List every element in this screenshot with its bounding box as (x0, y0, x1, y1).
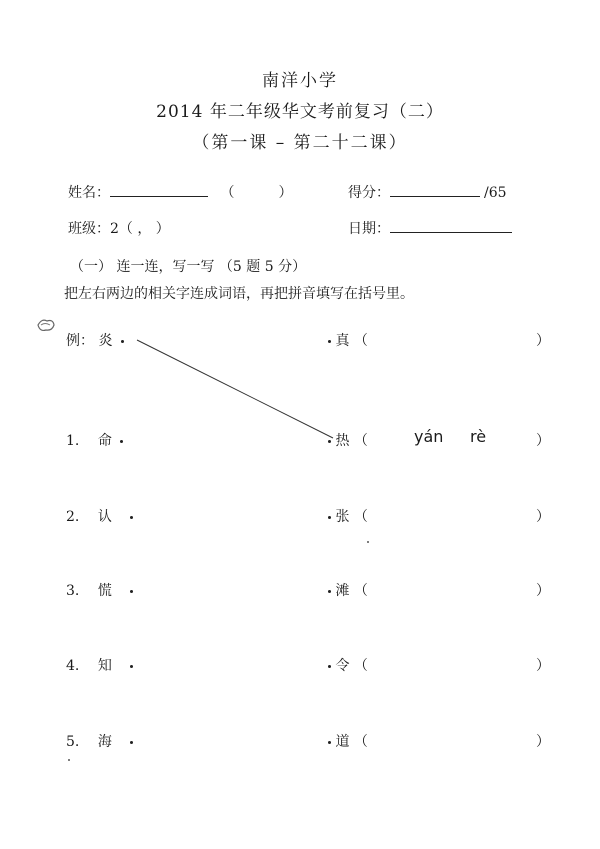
section-instruction: 把左右两边的相关字连成词语，再把拼音填写在括号里。 (64, 286, 414, 302)
paren-open: （ (353, 658, 368, 674)
paren-open: （ (353, 433, 368, 449)
row-number: 2. (66, 509, 80, 525)
paren-open: （ (353, 583, 368, 599)
section-heading: （一） 连一连，写一写 （5 题 5 分） (70, 259, 307, 275)
paren-open: （ (353, 333, 368, 349)
pinyin-answer-2: rè (470, 427, 487, 446)
right-char: 张 (335, 509, 350, 525)
scan-speck (367, 541, 369, 543)
example-connector-line (137, 340, 333, 438)
paren-close: ） (536, 509, 550, 525)
right-char: 真 (335, 333, 350, 349)
pinyin-answer-1: yán (414, 427, 444, 446)
date-label: 日期： (348, 221, 390, 237)
paren-close: ） (536, 583, 550, 599)
right-char: 热 (335, 433, 350, 449)
paren-open: （ (353, 509, 368, 525)
paren-close: ） (536, 333, 550, 349)
left-char: 命 (97, 433, 112, 449)
name-paren-close: ） (278, 185, 293, 201)
name-paren-open: （ (220, 185, 235, 201)
paren-open: （ (353, 734, 368, 750)
score-label: 得分： (348, 185, 390, 201)
left-char: 知 (97, 658, 112, 674)
name-label: 姓名： (68, 185, 110, 201)
school-name: 南洋小学 (262, 71, 338, 91)
left-char: 认 (97, 509, 112, 525)
paren-close: ） (536, 734, 550, 750)
row-number: 1. (66, 433, 80, 449)
row-number: 3. (66, 583, 80, 599)
left-char: 炎 (98, 333, 113, 349)
worksheet-title: 2014 年二年级华文考前复习（二） (156, 102, 444, 122)
right-char: 滩 (335, 583, 350, 599)
score-total: /65 (484, 185, 507, 201)
class-value[interactable]: 2（ ， ） (110, 221, 170, 237)
row-number: 5. (66, 734, 80, 750)
right-char: 道 (335, 734, 350, 750)
left-char: 海 (97, 734, 112, 750)
paren-close: ） (536, 433, 550, 449)
left-char: 慌 (97, 583, 112, 599)
right-char: 令 (335, 658, 350, 674)
row-number: 例： (66, 333, 94, 349)
worksheet-subtitle: （第一课 – 第二十二课） (192, 133, 408, 153)
row-number: 4. (66, 658, 80, 674)
class-label: 班级： (68, 221, 110, 237)
scan-speck (68, 759, 70, 761)
paren-close: ） (536, 658, 550, 674)
